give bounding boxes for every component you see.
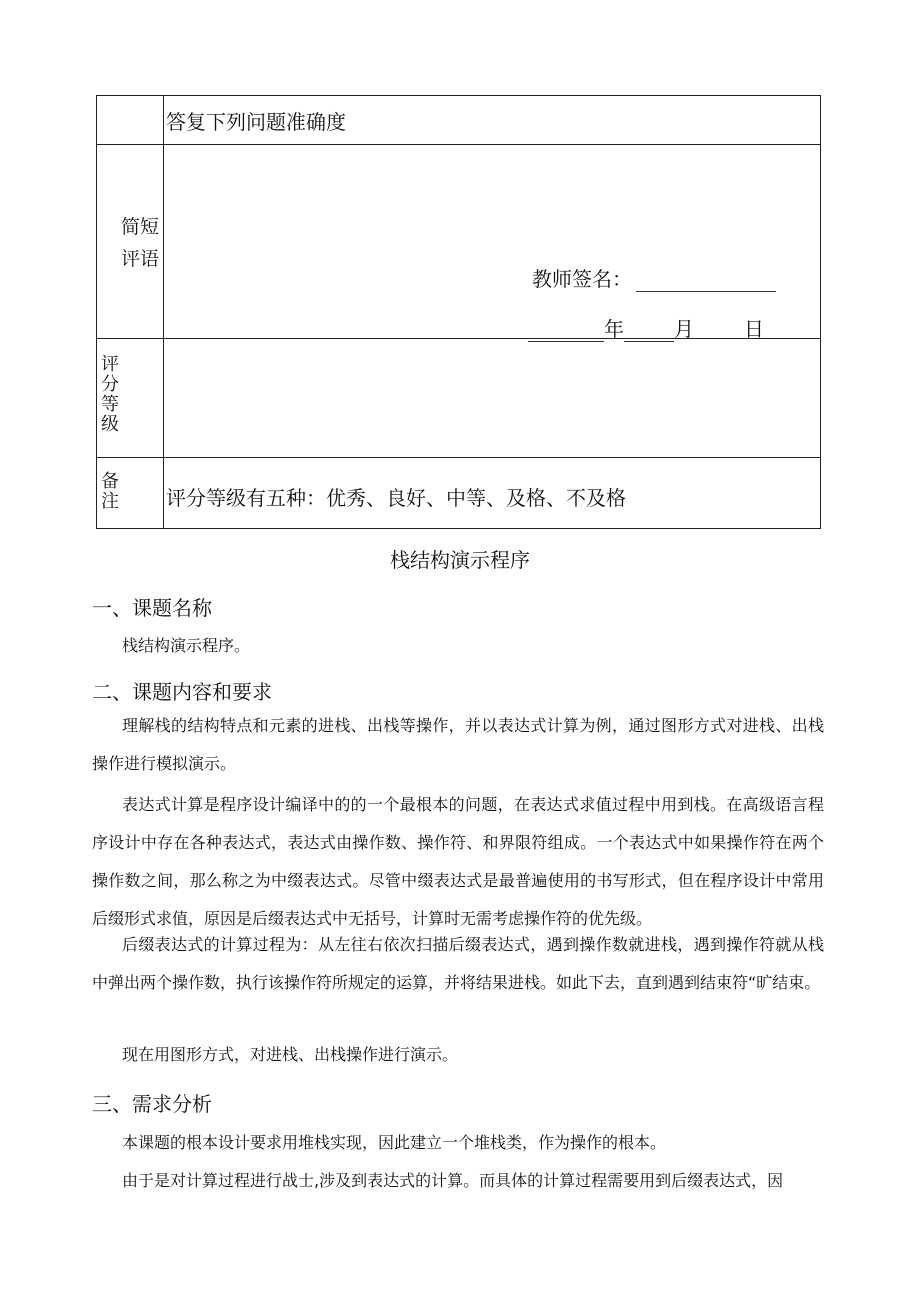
comment-label-cell: [97, 145, 164, 339]
grade-value-cell: [164, 339, 821, 458]
document-title: 栈结构演示程序: [390, 548, 530, 572]
year-blank: [528, 321, 604, 342]
note-cell: [164, 458, 821, 529]
signature-label: 教师签名：: [532, 267, 632, 291]
year-label: 年: [604, 317, 624, 341]
note-label-cell: [97, 458, 164, 529]
comment-label-line1: 简短: [120, 216, 159, 238]
question-row-cell: [164, 96, 821, 145]
note-label: 备 注: [101, 471, 119, 512]
signature-line: [532, 263, 776, 292]
grade-table: [96, 95, 821, 529]
paragraph-2-2: 表达式计算是程序设计编译中的的一个最根本的问题，在表达式求值过程中用到栈。在高级语言程序设计中存在各种表达式，表达式由操作数、操作符、和界限符组成。一个表达式中如果操作符在两个操作数之间，那么称之为中缀表达式。尽管中缀表达式是最普遍使用的书写形式，但在程序设计中常用后缀形式求值，原因是后缀表达式中无括号，计算时无需考虑操作符的优先级。: [92, 795, 824, 928]
grade-label: 评 分 等 级: [101, 354, 119, 435]
section-heading-2: 二、课题内容和要求: [92, 680, 272, 704]
comment-label: [97, 145, 163, 275]
section-heading-1: 一、课题名称: [92, 596, 212, 620]
month-label: 月: [674, 317, 694, 341]
note-text: 评分等级有五种：优秀、良好、中等、及格、不及格: [166, 486, 626, 510]
month-blank: [624, 321, 674, 342]
grade-label-cell: [97, 339, 164, 458]
comment-area: [164, 145, 821, 339]
signature-blank: [636, 271, 776, 292]
day-label: 日: [744, 317, 764, 341]
paragraph-2-1: 理解栈的结构特点和元素的进栈、出栈等操作，并以表达式计算为例，通过图形方式对进栈、出栈操作进行模拟演示。: [92, 716, 824, 773]
paragraph-3-1: 本课题的根本设计要求用堆栈实现，因此建立一个堆栈类，作为操作的根本。: [122, 1133, 667, 1152]
paragraph-1-1: 栈结构演示程序。: [122, 636, 251, 655]
paragraph-2-4: 现在用图形方式，对进栈、出栈操作进行演示。: [122, 1045, 459, 1064]
date-line: [528, 313, 764, 342]
paragraph-3-2: 由于是对计算过程进行战士,涉及到表达式的计算。而具体的计算过程需要用到后缀表达式，因: [122, 1171, 784, 1190]
section-heading-3: 三、需求分析: [92, 1092, 212, 1116]
comment-label-line2: 评语: [120, 248, 159, 270]
paragraph-2-3: 后缀表达式的计算过程为：从左往右依次扫描后缀表达式，遇到操作数就进栈，遇到操作符就从栈中弹出两个操作数，执行该操作符所规定的运算，并将结果进栈。如此下去，直到遇到结束符“旷结束。: [92, 935, 824, 992]
question-row-label-cell: [97, 96, 164, 145]
question-row-text: 答复下列问题准确度: [166, 110, 346, 134]
